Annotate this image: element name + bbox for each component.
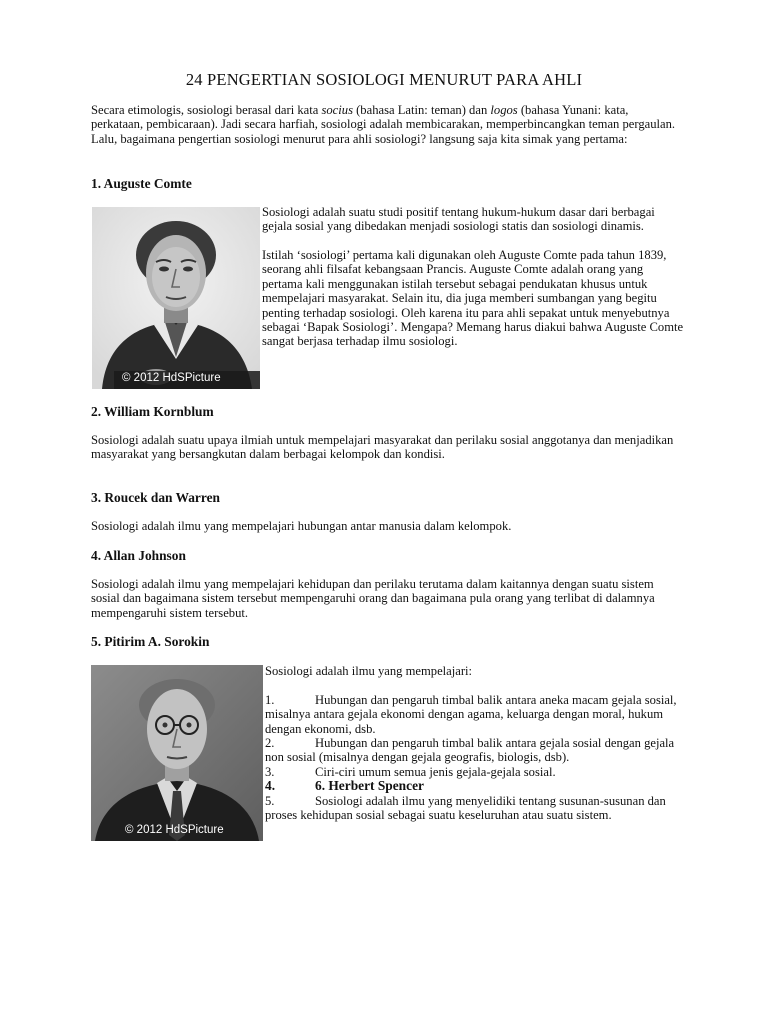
intro-paragraph [91, 103, 681, 146]
sorokin-item-3 [265, 765, 685, 779]
heading-spencer-line [265, 779, 685, 793]
intro-text-1: Secara etimologis, sosiologi berasal dari kata [91, 103, 322, 117]
intro-text-2: (bahasa Latin: teman) dan [352, 103, 491, 117]
heading-kornblum: 2. William Kornblum [91, 404, 214, 419]
comte-history: Istilah ‘sosiologi’ pertama kali digunakan oleh Auguste Comte pada tahun 1839, seorang ahli filsafat kebangsaan Prancis. Auguste Comte adalah orang yang pertama kali menggunakan istilah tersebut sebagai pendukatan khusus untuk mempelajari masyarakat. Selain itu, dia juga memberi sumbangan yang begitu penting terhadap sosiologi. Oleh karena itu para ahli sepakat untuk menyebutnya sebagai ‘Bapak Sosiologi’. Mengapa? Memang harus diakui bahwa Auguste Comte sangat berjasa terhadap ilmu sosiologi. [262, 248, 684, 349]
heading-johnson: 4. Allan Johnson [91, 548, 186, 563]
heading-roucek: 3. Roucek dan Warren [91, 490, 220, 505]
list-number: 3. [265, 764, 275, 779]
list-text: Hubungan dan pengaruh timbal balik antara gejala sosial dengan gejala non sosial (misalnya dengan gejala geografis, biologis, dsb). [265, 736, 675, 765]
sorokin-portrait [91, 665, 263, 841]
comte-photo-credit: © 2012 HdSPicture [122, 372, 221, 384]
spencer-definition: Sosiologi adalah ilmu yang menyelidiki tentang susunan-susunan dan proses kehidupan sosial sebagai suatu keseluruhan atau suatu sistem. [265, 793, 666, 823]
socius-term: socius [321, 103, 353, 117]
sorokin-lead: Sosiologi adalah ilmu yang mempelajari: [265, 664, 473, 678]
list-number: 4. [265, 778, 276, 794]
intro-text-3: (bahasa Yunani: kata, perkataan, pembicaraan). Jadi secara harfiah, sosiologi adalah membicarakan, memperbincangkan teman pergaulan. Lalu, bagaimana pengertian sosiologi menurut para ahli sosiologi? langsung saja kita simak yang pertama: [91, 103, 676, 146]
sorokin-photo-credit: © 2012 HdSPicture [125, 824, 224, 836]
heading-sorokin: 5. Pitirim A. Sorokin [91, 634, 210, 649]
heading-comte: 1. Auguste Comte [91, 176, 192, 191]
roucek-definition: Sosiologi adalah ilmu yang mempelajari hubungan antar manusia dalam kelompok. [91, 519, 512, 533]
comte-definition: Sosiologi adalah suatu studi positif tentang hukum-hukum dasar dari berbagai gejala sosial yang dibedakan menjadi sosiologi statis dan sosiologi dinamis. [262, 205, 655, 234]
list-number: 1. [265, 692, 275, 707]
list-number: 2. [265, 736, 275, 751]
logos-term: logos [490, 103, 518, 117]
list-text: Hubungan dan pengaruh timbal balik antara aneka macam gejala sosial, misalnya antara gejala ekonomi dengan agama, keluarga dengan moral, hukum dengan ekonomi, dsb. [265, 692, 677, 736]
list-text: Ciri-ciri umum semua jenis gejala-gejala sosial. [315, 764, 556, 779]
kornblum-definition: Sosiologi adalah suatu upaya ilmiah untuk mempelajari masyarakat dan perilaku sosial anggotanya dan menjadikan masyarakat yang bersangkutan dalam berbagai kelompok dan kondisi. [91, 433, 674, 462]
comte-portrait [92, 207, 260, 389]
list-number: 5. [265, 793, 275, 808]
spacer [265, 678, 685, 692]
spencer-item [265, 794, 685, 823]
heading-spencer: 6. Herbert Spencer [315, 778, 424, 794]
sorokin-item-1 [265, 693, 685, 736]
sorokin-item-2 [265, 736, 685, 765]
page-title: 24 PENGERTIAN SOSIOLOGI MENURUT PARA AHLI [185, 70, 583, 89]
sorokin-content [265, 664, 685, 822]
johnson-definition: Sosiologi adalah ilmu yang mempelajari kehidupan dan perilaku terutama dalam kaitannya dengan suatu sistem sosial dan bagaimana sistem tersebut mempengaruhi orang dan bagaimana pula orang yang terlibat di dalamnya mempengaruhi sistem tersebut. [91, 577, 655, 620]
